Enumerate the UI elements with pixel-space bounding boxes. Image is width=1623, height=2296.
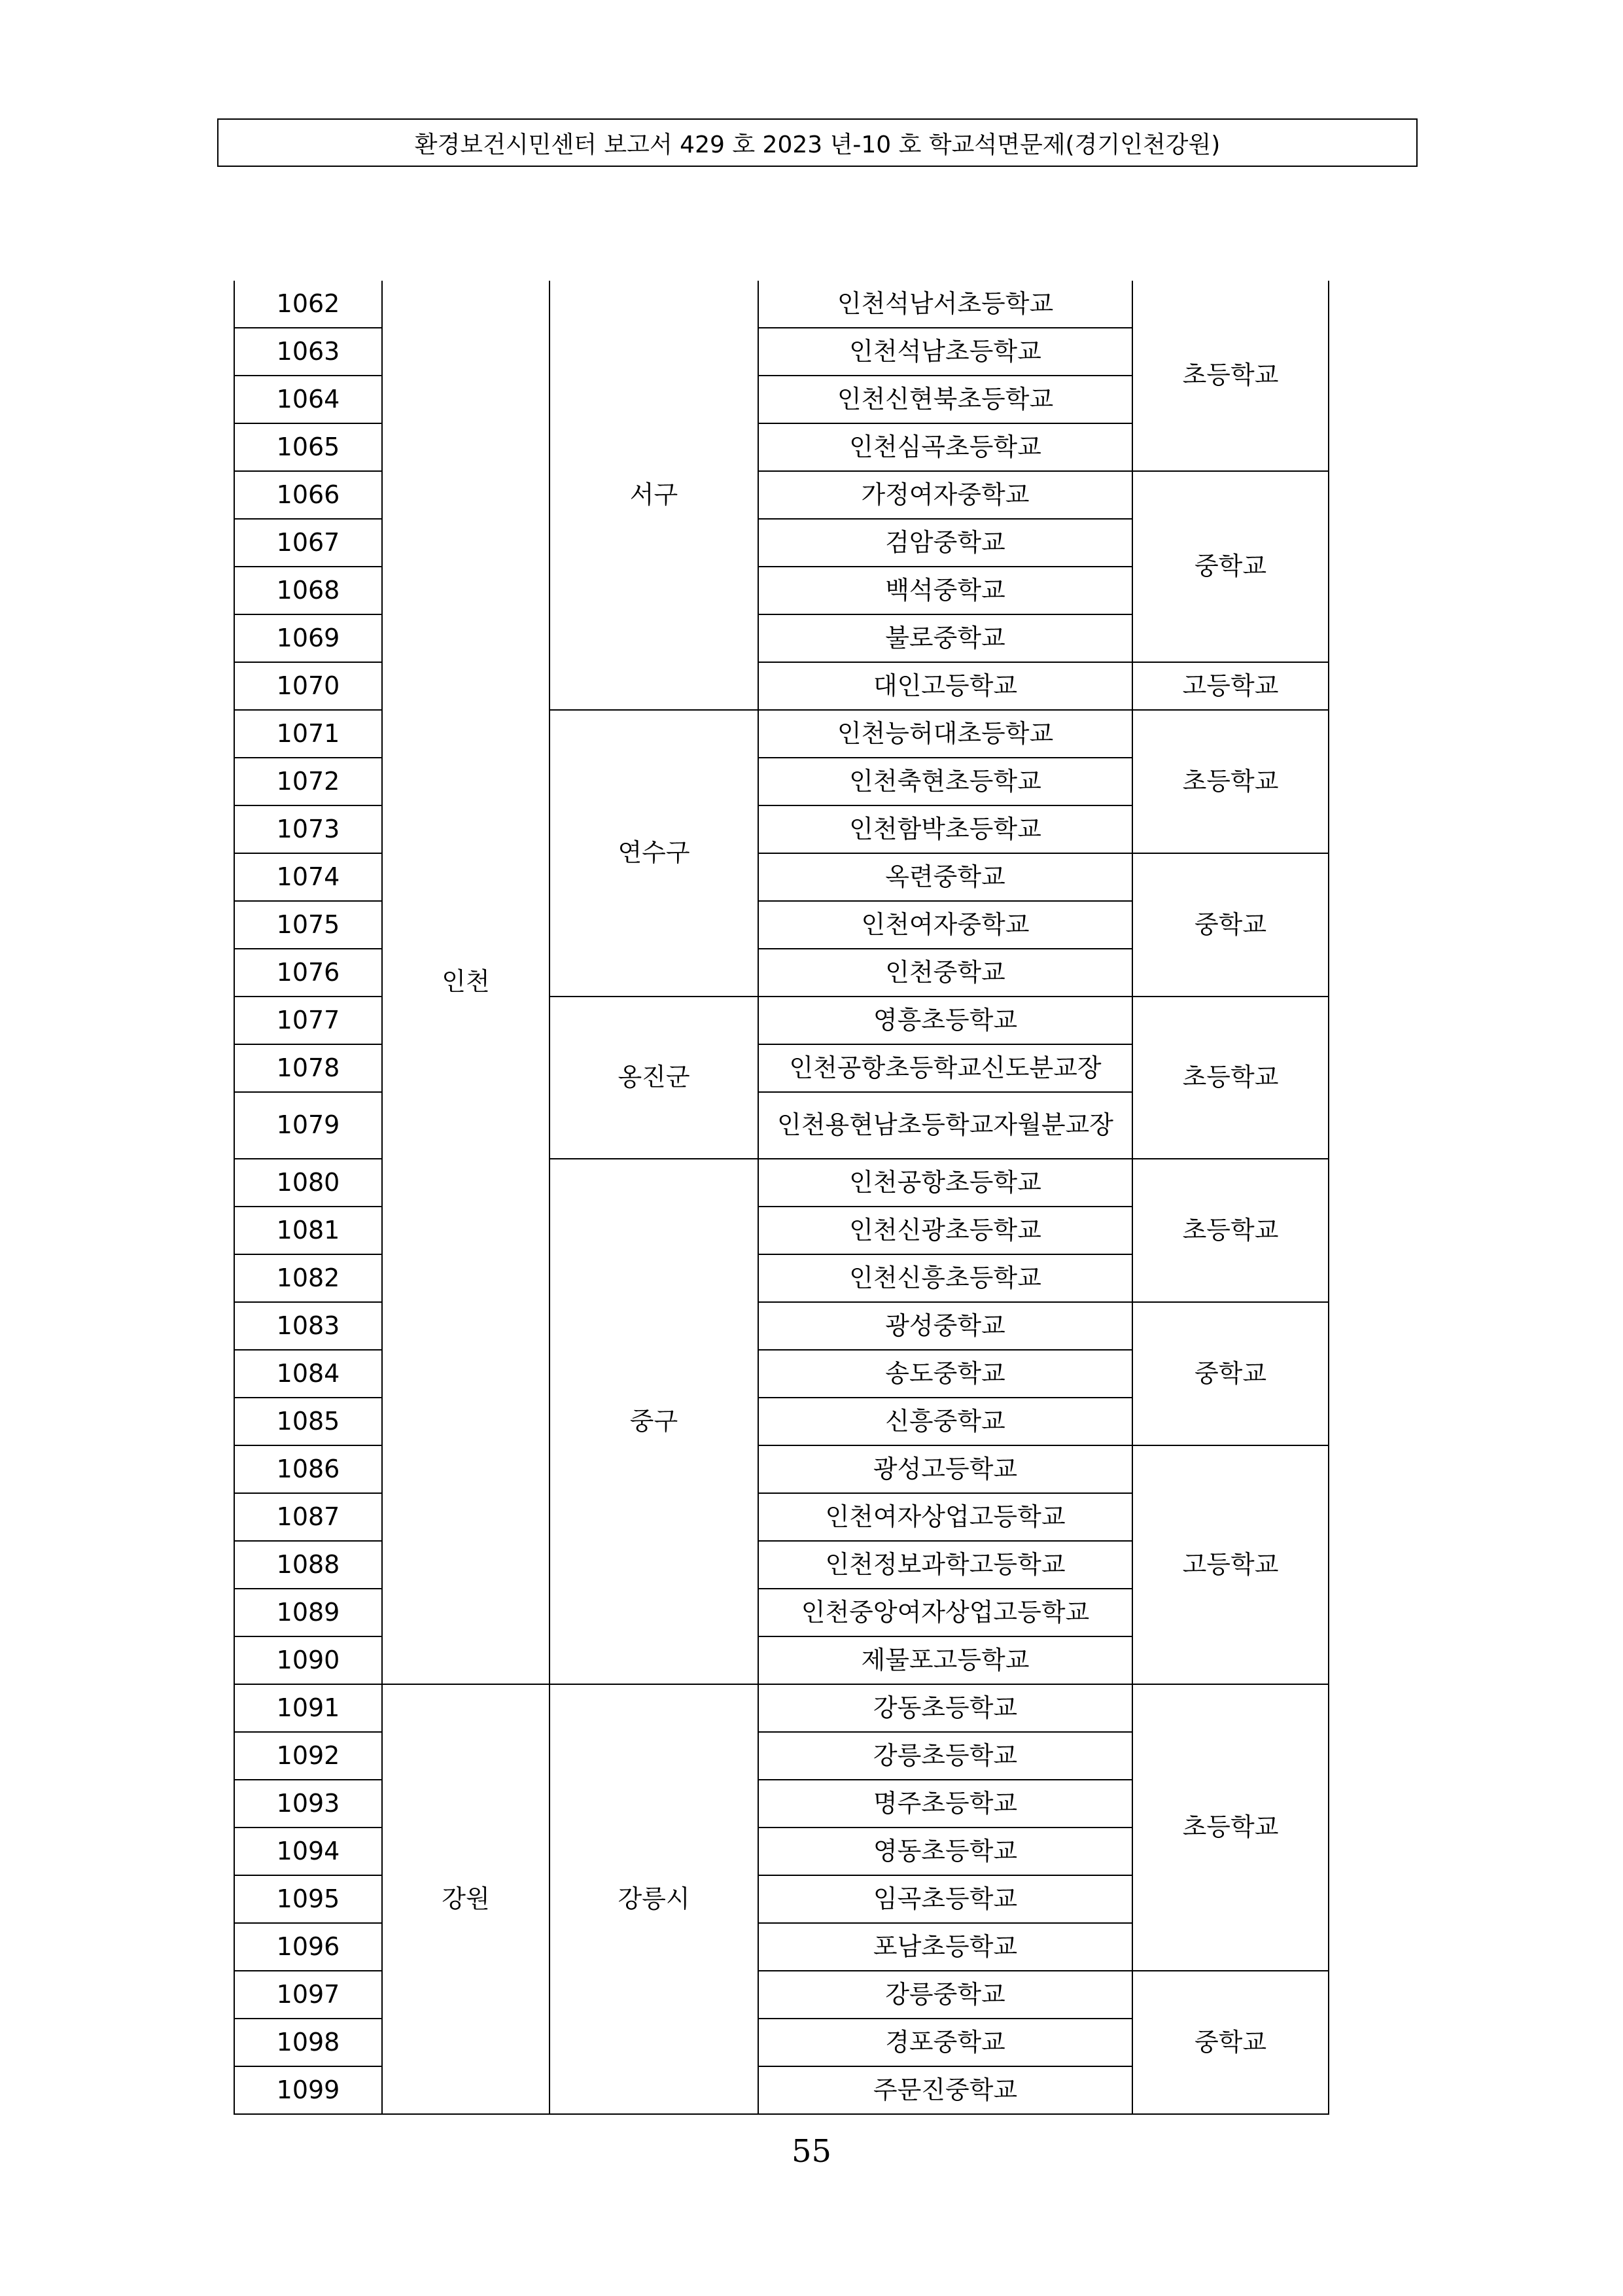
school-type-cell: 중학교 xyxy=(1132,1302,1329,1445)
school-name-cell: 인천석남서초등학교 xyxy=(758,281,1132,328)
row-number-cell: 1094 xyxy=(234,1828,382,1875)
row-number-cell: 1092 xyxy=(234,1732,382,1780)
row-number-cell: 1073 xyxy=(234,805,382,853)
row-number-cell: 1083 xyxy=(234,1302,382,1350)
row-number-cell: 1067 xyxy=(234,519,382,567)
school-name-cell: 인천정보과학고등학교 xyxy=(758,1541,1132,1589)
row-number-cell: 1065 xyxy=(234,423,382,471)
school-type-cell: 고등학교 xyxy=(1132,662,1329,710)
school-name-cell: 주문진중학교 xyxy=(758,2066,1132,2114)
school-table xyxy=(234,281,1329,2115)
row-number-cell: 1084 xyxy=(234,1350,382,1398)
school-name-cell: 대인고등학교 xyxy=(758,662,1132,710)
school-name-cell: 불로중학교 xyxy=(758,614,1132,662)
row-number-cell: 1080 xyxy=(234,1159,382,1207)
region-cell: 강원 xyxy=(382,1684,550,2114)
row-number-cell: 1074 xyxy=(234,853,382,901)
row-number-cell: 1091 xyxy=(234,1684,382,1732)
district-cell: 옹진군 xyxy=(550,997,758,1159)
row-number-cell: 1072 xyxy=(234,758,382,805)
school-name-cell: 광성고등학교 xyxy=(758,1445,1132,1493)
district-cell: 서구 xyxy=(550,281,758,710)
row-number-cell: 1098 xyxy=(234,2019,382,2066)
row-number-cell: 1099 xyxy=(234,2066,382,2114)
report-header xyxy=(217,118,1418,167)
school-type-cell: 초등학교 xyxy=(1132,710,1329,853)
school-name-cell: 인천석남초등학교 xyxy=(758,328,1132,376)
table-row xyxy=(234,1684,1329,1732)
row-number-cell: 1088 xyxy=(234,1541,382,1589)
school-table-body xyxy=(234,281,1329,2114)
school-name-cell: 송도중학교 xyxy=(758,1350,1132,1398)
row-number-cell: 1082 xyxy=(234,1254,382,1302)
district-cell: 연수구 xyxy=(550,710,758,997)
school-name-cell: 인천능허대초등학교 xyxy=(758,710,1132,758)
page-number: 55 xyxy=(791,2133,832,2170)
row-number-cell: 1075 xyxy=(234,901,382,949)
school-name-cell: 명주초등학교 xyxy=(758,1780,1132,1828)
school-name-cell: 인천공항초등학교신도분교장 xyxy=(758,1044,1132,1092)
row-number-cell: 1090 xyxy=(234,1636,382,1684)
school-name-cell: 인천여자중학교 xyxy=(758,901,1132,949)
row-number-cell: 1068 xyxy=(234,567,382,614)
row-number-cell: 1086 xyxy=(234,1445,382,1493)
school-name-cell: 검암중학교 xyxy=(758,519,1132,567)
school-name-cell: 인천여자상업고등학교 xyxy=(758,1493,1132,1541)
school-name-cell: 백석중학교 xyxy=(758,567,1132,614)
row-number-cell: 1096 xyxy=(234,1923,382,1971)
school-name-cell: 광성중학교 xyxy=(758,1302,1132,1350)
row-number-cell: 1097 xyxy=(234,1971,382,2019)
row-number-cell: 1066 xyxy=(234,471,382,519)
report-header-title: 환경보건시민센터 보고서 429 호 2023 년-10 호 학교석면문제(경기인천강원) xyxy=(414,131,1221,158)
school-name-cell: 인천중앙여자상업고등학교 xyxy=(758,1589,1132,1636)
row-number-cell: 1095 xyxy=(234,1875,382,1923)
school-type-cell: 초등학교 xyxy=(1132,1159,1329,1302)
row-number-cell: 1085 xyxy=(234,1398,382,1445)
row-number-cell: 1081 xyxy=(234,1207,382,1254)
row-number-cell: 1087 xyxy=(234,1493,382,1541)
row-number-cell: 1076 xyxy=(234,949,382,997)
school-name-cell: 영흥초등학교 xyxy=(758,997,1132,1044)
school-name-cell: 임곡초등학교 xyxy=(758,1875,1132,1923)
school-name-cell: 신흥중학교 xyxy=(758,1398,1132,1445)
school-name-cell: 경포중학교 xyxy=(758,2019,1132,2066)
row-number-cell: 1079 xyxy=(234,1092,382,1159)
school-name-cell: 인천함박초등학교 xyxy=(758,805,1132,853)
row-number-cell: 1070 xyxy=(234,662,382,710)
school-name-cell: 인천중학교 xyxy=(758,949,1132,997)
school-name-cell: 인천축현초등학교 xyxy=(758,758,1132,805)
school-name-cell: 인천용현남초등학교자월분교장 xyxy=(758,1092,1132,1159)
region-cell: 인천 xyxy=(382,281,550,1684)
school-type-cell: 초등학교 xyxy=(1132,997,1329,1159)
row-number-cell: 1089 xyxy=(234,1589,382,1636)
district-cell: 강릉시 xyxy=(550,1684,758,2114)
school-type-cell: 중학교 xyxy=(1132,1971,1329,2114)
row-number-cell: 1078 xyxy=(234,1044,382,1092)
school-type-cell: 고등학교 xyxy=(1132,1445,1329,1684)
school-name-cell: 영동초등학교 xyxy=(758,1828,1132,1875)
school-name-cell: 인천공항초등학교 xyxy=(758,1159,1132,1207)
school-name-cell: 강동초등학교 xyxy=(758,1684,1132,1732)
school-name-cell: 인천신현북초등학교 xyxy=(758,376,1132,423)
school-name-cell: 제물포고등학교 xyxy=(758,1636,1132,1684)
row-number-cell: 1064 xyxy=(234,376,382,423)
school-name-cell: 가정여자중학교 xyxy=(758,471,1132,519)
row-number-cell: 1069 xyxy=(234,614,382,662)
row-number-cell: 1063 xyxy=(234,328,382,376)
school-type-cell: 중학교 xyxy=(1132,471,1329,662)
school-type-cell: 초등학교 xyxy=(1132,1684,1329,1971)
row-number-cell: 1062 xyxy=(234,281,382,328)
district-cell: 중구 xyxy=(550,1159,758,1684)
school-name-cell: 인천심곡초등학교 xyxy=(758,423,1132,471)
school-type-cell: 초등학교 xyxy=(1132,281,1329,471)
school-type-cell: 중학교 xyxy=(1132,853,1329,997)
table-row xyxy=(234,281,1329,328)
school-name-cell: 인천신흥초등학교 xyxy=(758,1254,1132,1302)
school-name-cell: 강릉중학교 xyxy=(758,1971,1132,2019)
row-number-cell: 1077 xyxy=(234,997,382,1044)
school-name-cell: 강릉초등학교 xyxy=(758,1732,1132,1780)
school-name-cell: 포남초등학교 xyxy=(758,1923,1132,1971)
row-number-cell: 1093 xyxy=(234,1780,382,1828)
row-number-cell: 1071 xyxy=(234,710,382,758)
school-name-cell: 인천신광초등학교 xyxy=(758,1207,1132,1254)
school-name-cell: 옥련중학교 xyxy=(758,853,1132,901)
